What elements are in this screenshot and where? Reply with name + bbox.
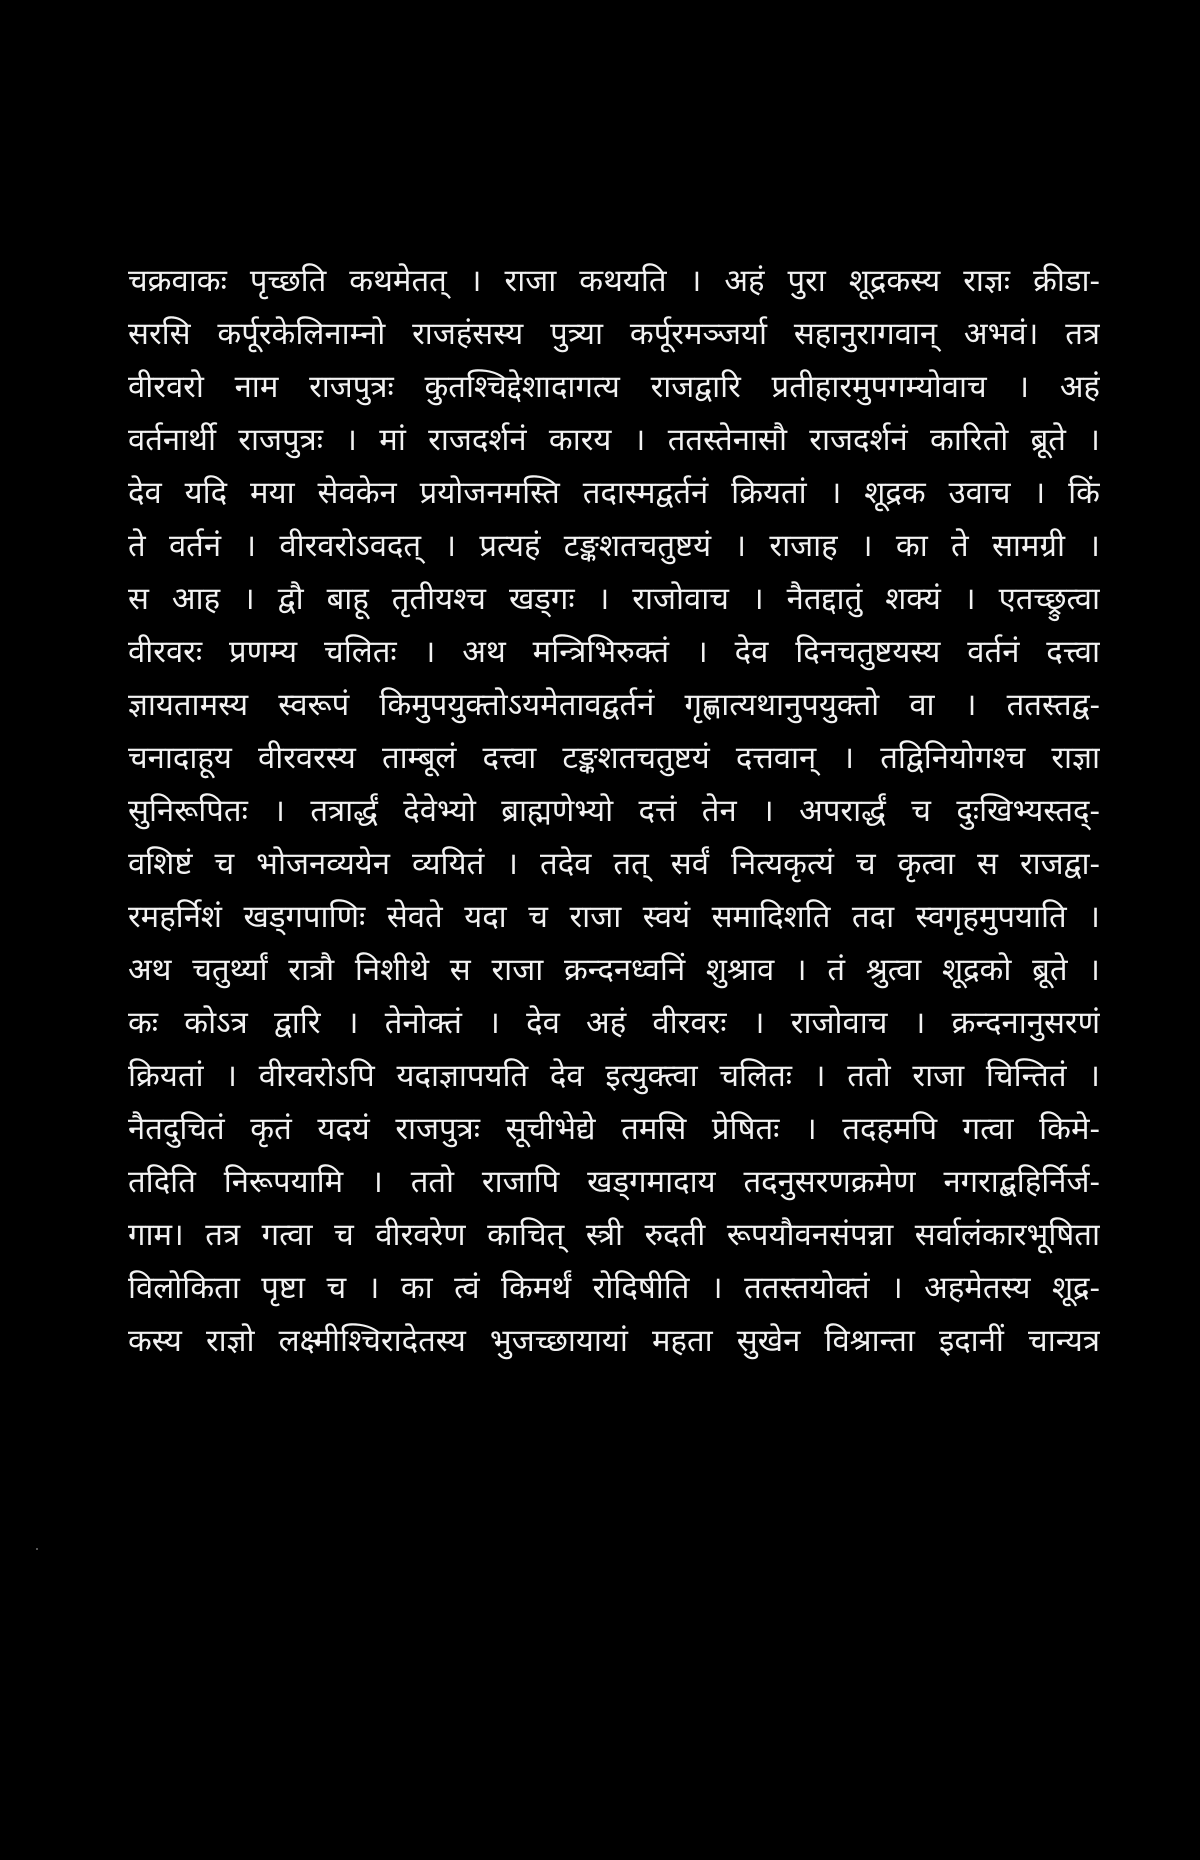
text-line-11: सुनिरूपितः । तत्रार्द्धं देवेभ्यो ब्राह्मणेभ्यो दत्तं तेन । अपरार्द्धं च दुःखिभ्यस्तद्- xyxy=(128,793,1100,829)
text-line-2: सरसि कर्पूरकेलिनाम्नो राजहंसस्य पुत्र्या कर्पूरमञ्जर्या सहानुरागवान् अभवं। तत्र xyxy=(128,316,1100,352)
text-line-5: देव यदि मया सेवकेन प्रयोजनमस्ति तदास्मद्वर्तनं क्रियतां । शूद्रक उवाच । किं xyxy=(128,475,1100,511)
text-line-3: वीरवरो नाम राजपुत्रः कुतश्चिद्देशादागत्य राजद्वारि प्रतीहारमुपगम्योवाच । अहं xyxy=(128,369,1100,405)
text-line-21: कस्य राज्ञो लक्ष्मीश्चिरादेतस्य भुजच्छायायां महता सुखेन विश्रान्ता इदानीं चान्यत्र xyxy=(128,1323,1100,1359)
scan-speck xyxy=(36,1548,38,1550)
text-line-19: गाम। तत्र गत्वा च वीरवरेण काचित् स्त्री रुदती रूपयौवनसंपन्ना सर्वालंकारभूषिता xyxy=(128,1217,1100,1253)
text-line-15: कः कोऽत्र द्वारि । तेनोक्तं । देव अहं वीरवरः । राजोवाच । क्रन्दनानुसरणं xyxy=(128,1005,1100,1041)
text-line-4: वर्तनार्थी राजपुत्रः । मां राजदर्शनं कारय । ततस्तेनासौ राजदर्शनं कारितो ब्रूते । xyxy=(128,422,1100,458)
text-line-6: ते वर्तनं । वीरवरोऽवदत् । प्रत्यहं टङ्कशतचतुष्टयं । राजाह । का ते सामग्री । xyxy=(128,528,1100,564)
sanskrit-text-block xyxy=(128,255,1100,1368)
text-line-9: ज्ञायतामस्य स्वरूपं किमुपयुक्तोऽयमेतावद्वर्तनं गृह्णात्यथानुपयुक्तो वा । ततस्तद्व- xyxy=(128,687,1100,723)
text-line-18: तदिति निरूपयामि । ततो राजापि खड्गमादाय तदनुसरणक्रमेण नगराद्बहिर्निर्ज- xyxy=(128,1164,1100,1200)
text-line-12: वशिष्टं च भोजनव्ययेन व्ययितं । तदेव तत् सर्वं नित्यकृत्यं च कृत्वा स राजद्वा- xyxy=(128,846,1100,882)
text-line-7: स आह । द्वौ बाहू तृतीयश्च खड्गः । राजोवाच । नैतद्दातुं शक्यं । एतच्छ्रुत्वा xyxy=(128,581,1100,617)
text-line-8: वीरवरः प्रणम्य चलितः । अथ मन्त्रिभिरुक्तं । देव दिनचतुष्टयस्य वर्तनं दत्त्वा xyxy=(128,634,1100,670)
text-line-10: चनादाहूय वीरवरस्य ताम्बूलं दत्त्वा टङ्कशतचतुष्टयं दत्तवान् । तद्विनियोगश्च राज्ञा xyxy=(128,740,1100,776)
text-line-17: नैतदुचितं कृतं यदयं राजपुत्रः सूचीभेद्ये तमसि प्रेषितः । तदहमपि गत्वा किमे- xyxy=(128,1111,1100,1147)
text-line-14: अथ चतुर्थ्यां रात्रौ निशीथे स राजा क्रन्दनध्वनिं शुश्राव । तं श्रुत्वा शूद्रको ब्रूते । xyxy=(128,952,1100,988)
text-line-16: क्रियतां । वीरवरोऽपि यदाज्ञापयति देव इत्युक्त्वा चलितः । ततो राजा चिन्तितं । xyxy=(128,1058,1100,1094)
text-line-13: रमहर्निशं खड्गपाणिः सेवते यदा च राजा स्वयं समादिशति तदा स्वगृहमुपयाति । xyxy=(128,899,1100,935)
text-line-20: विलोकिता पृष्टा च । का त्वं किमर्थं रोदिषीति । ततस्तयोक्तं । अहमेतस्य शूद्र- xyxy=(128,1270,1100,1306)
text-line-1: चक्रवाकः पृच्छति कथमेतत् । राजा कथयति । अहं पुरा शूद्रकस्य राज्ञः क्रीडा- xyxy=(128,263,1100,299)
